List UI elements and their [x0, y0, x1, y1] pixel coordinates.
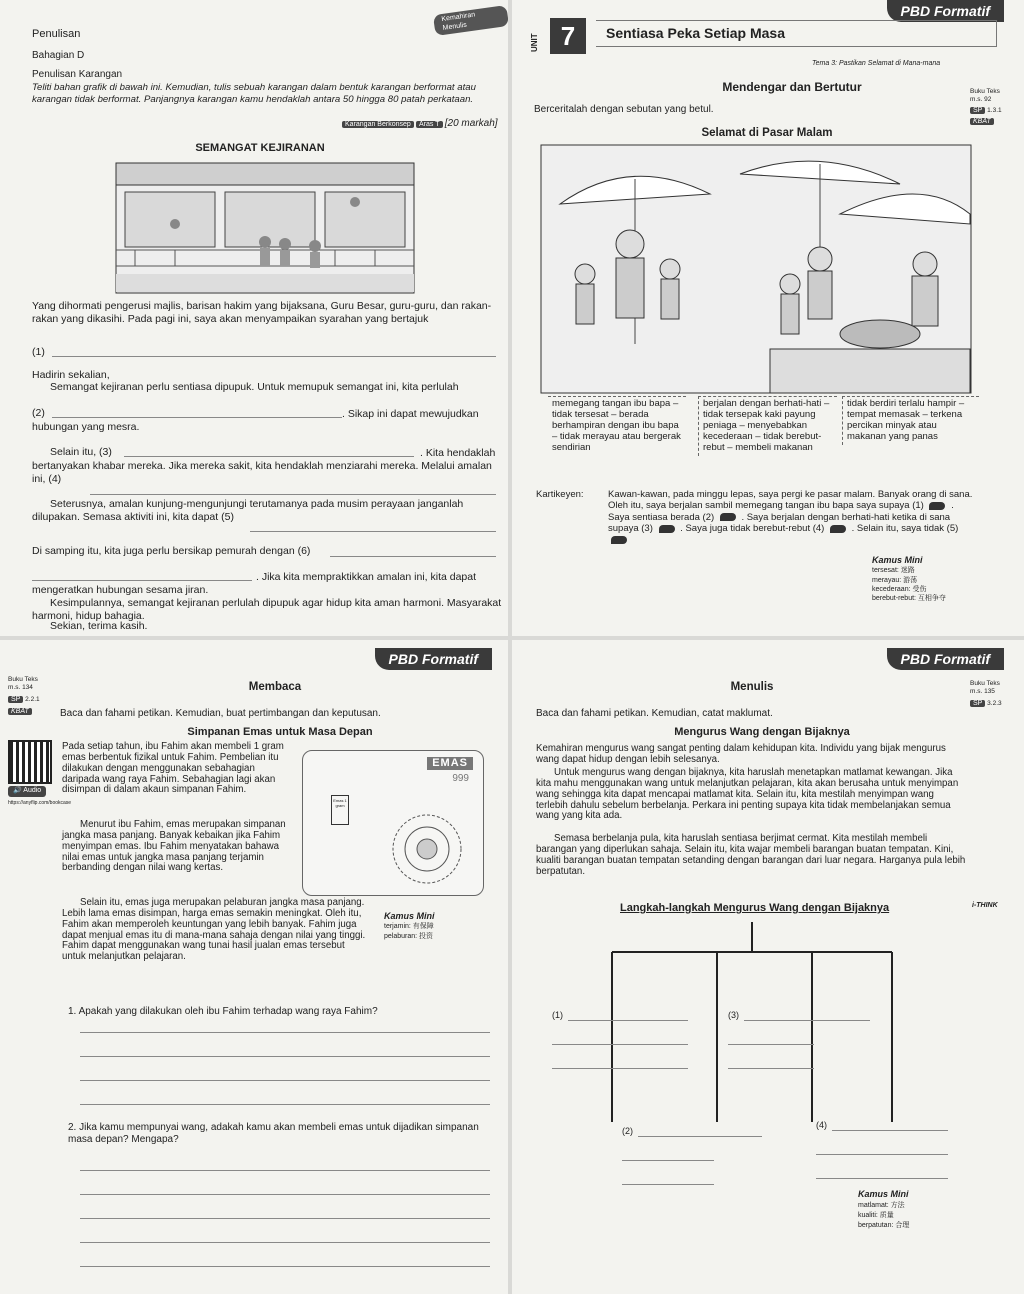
- kamus-mini: [384, 910, 494, 941]
- instruction: Baca dan fahami petikan. Kemudian, catat maklumat.: [536, 708, 773, 719]
- answer-line[interactable]: [638, 1136, 762, 1137]
- answer-line-4[interactable]: [90, 494, 496, 495]
- kamus-entry: terjamin: 有保障: [384, 923, 434, 931]
- side-ref: [970, 680, 1002, 708]
- skill-heading: Membaca: [248, 681, 302, 693]
- answer-line[interactable]: [80, 1104, 490, 1105]
- instruction: Baca dan fahami petikan. Kemudian, buat pertimbangan dan keputusan.: [60, 708, 381, 719]
- gold-card: [302, 750, 484, 896]
- paragraph-5b: . Jika kita mempraktikkan amalan ini, kita dapat mengeratkan hubungan sesama jiran.: [32, 571, 477, 596]
- skill-heading: Menulis: [730, 681, 774, 693]
- answer-line-5[interactable]: [250, 531, 496, 532]
- sp-code: 3.2.3: [987, 699, 1002, 707]
- answer-line[interactable]: [728, 1068, 814, 1069]
- marks: [20 markah]: [444, 118, 498, 129]
- instruction: Teliti bahan grafik di bawah ini. Kemudian, tulis sebuah karangan dalam bentuk karangan berformat atau karangan tidak berformat. Panjangnya karangan kamu hendaklah antara 50 hingga 80 patah perkataan.: [32, 82, 476, 105]
- card-purity: 999: [452, 773, 469, 784]
- page-membaca: [0, 640, 508, 1294]
- answer-line[interactable]: [80, 1218, 490, 1219]
- blank-2-label: (2): [32, 407, 45, 419]
- question-tag: [342, 118, 498, 130]
- branch-label-2: (2): [622, 1126, 633, 1136]
- kamus-entry: pelaburan: 投资: [384, 932, 434, 940]
- card-brand: EMAS: [427, 757, 473, 770]
- kamus-entry: kecederaan: 受伤: [872, 586, 927, 594]
- skill-tab: Kemahiran Menulis: [433, 5, 508, 36]
- paragraph-2a: Semangat kejiranan perlu sentiasa dipupuk. Untuk memupuk semangat ini, kita perlulah: [50, 381, 459, 393]
- neighbourhood-illustration: [115, 162, 415, 294]
- paragraph-1: Pada setiap tahun, ibu Fahim akan membeli 1 gram emas berbentuk fizikal untuk Fahim. Pembelian itu dilakukan dengan menggunakan sebahagian daripada wang raya Fahim. Sebahagian lagi akan disimpan di dalam akaun simpanan Fahim.: [62, 741, 284, 796]
- answer-line[interactable]: [80, 1266, 490, 1267]
- paragraph-1: Kemahiran mengurus wang sangat penting dalam kehidupan kita. Individu yang bijak mengurus wang dapat hidup dengan lebih selesanya.: [536, 743, 946, 765]
- paragraph-3a: Selain itu, (3): [50, 446, 112, 458]
- answer-line[interactable]: [622, 1160, 714, 1161]
- speech-gap-icon[interactable]: [611, 536, 627, 544]
- textbook-label: Buku Teks: [970, 680, 1000, 687]
- answer-line[interactable]: [568, 1020, 688, 1021]
- pbd-band: PBD Formatif: [375, 648, 492, 670]
- paragraph-3b: . Kita hendaklah bertanyakan khabar mereka. Jika mereka sakit, kita hendaklah menziarahi mereka. Melalui amalan ini, (4): [32, 447, 496, 485]
- paragraph-1: Yang dihormati pengerusi majlis, barisan hakim yang bijaksana, Guru Besar, guru-guru, dan rakan-rakan yang dikasihi. Pada pagi ini, saya akan menyampaikan syarahan yang bertajuk: [32, 300, 492, 325]
- audio-label: Audio: [23, 787, 42, 794]
- sp-label: SP: [8, 696, 23, 703]
- answer-line[interactable]: [816, 1154, 948, 1155]
- story-text: [608, 489, 978, 546]
- theme-label: Tema 3: Pastikan Selamat di Mana-mana: [812, 60, 941, 67]
- paragraph-5a: Di samping itu, kita juga perlu bersikap pemurah dengan (6): [32, 545, 311, 557]
- kamus-title: Kamus Mini: [384, 911, 435, 921]
- speech-gap-icon[interactable]: [720, 513, 736, 521]
- story-part-2: . Saya sentiasa berada (2): [608, 500, 954, 523]
- tag-level: Aras T: [416, 121, 443, 128]
- kamus-mini: [872, 554, 982, 604]
- clue-box-2: berjalan dengan berhati-hati – tidak tersepak kaki payung peniaga – menyebabkan kecederaan – tidak berebut-rebut – membeli makanan: [698, 396, 837, 456]
- gold-bar-icon: Emas 1 gram: [331, 795, 349, 825]
- answer-line[interactable]: [80, 1194, 490, 1195]
- kamus-entry: tersesat: 迷路: [872, 567, 915, 575]
- story-part-1: Kawan-kawan, pada minggu lepas, saya pergi ke pasar malam. Banyak orang di sana. Oleh itu, saya berjalan sambil memegang tangan ibu bapa saya supaya (1): [608, 489, 973, 512]
- kamus-entry: berebut-rebut: 互相争夺: [872, 595, 946, 603]
- textbook-page: m.s. 134: [8, 683, 33, 691]
- paragraph-3: Selain itu, emas juga merupakan pelaburan jangka masa panjang. Lebih lama emas disimpan, harga emas semakin meningkat. Oleh itu, Fahim akan memperoleh keuntungan yang lebih banyak. Fahim juga dapat menjual emas itu di mana-mana sahaja dengan nilai yang tinggi. Fahim dapat menggunakan wang tunai hasil jualan emas tersebut untuk melanjutkan pelajaran.: [62, 897, 366, 963]
- sp-label: SP: [970, 700, 985, 707]
- kbat-badge: KBAT: [970, 118, 994, 125]
- clue-box-1: memegang tangan ibu bapa – tidak tersesat – berada berhampiran dengan ibu bapa – tidak merayau atau bergerak sendirian: [548, 396, 686, 456]
- speaker-name: Kartikeyen:: [536, 489, 584, 500]
- answer-line[interactable]: [80, 1056, 490, 1057]
- story-part-4: . Saya juga tidak berebut-rebut (4): [680, 523, 825, 535]
- tree-map-diagram: [602, 922, 902, 1122]
- question-1: 1. Apakah yang dilakukan oleh ibu Fahim terhadap wang raya Fahim?: [68, 1006, 378, 1017]
- page-title: Penulisan: [32, 28, 81, 40]
- picture-title: Selamat di Pasar Malam: [701, 127, 833, 139]
- branch-label-3: (3): [728, 1010, 739, 1020]
- speech-gap-icon[interactable]: [830, 525, 846, 533]
- answer-line[interactable]: [728, 1044, 814, 1045]
- answer-line-1[interactable]: [52, 356, 496, 357]
- side-ref: [970, 88, 1002, 127]
- textbook-label: Buku Teks: [8, 676, 38, 683]
- sp-code: 1.3.1: [987, 106, 1002, 114]
- paragraph-3: Semasa berbelanja pula, kita haruslah sentiasa berjimat cermat. Kita mestilah membeli barangan yang diperlukan sahaja. Selain itu, kita wajar membeli barangan buatan tempatan. Kini, kualiti barangan buatan tempatan setanding dengan barangan dari luar negara. Harganya pula lebih berpatutan.: [536, 833, 966, 877]
- audio-button[interactable]: 🔊 Audio: [8, 786, 46, 797]
- paragraph-2: Untuk mengurus wang dengan bijaknya, kita haruslah menetapkan matlamat kewangan. Jika kita mahu menggunakan wang untuk melanjutkan pelajaran, kita akan berusaha untuk menyimpan wang sehingga kita dapat mencapai matlamat kita. Selain itu, kita mestilah menyimpan wang terlebih dahulu sebelum berbelanja. Perkara ini penting supaya kita tidak membelanjakan semua wang yang kita ada.: [536, 767, 959, 822]
- clue-box-3: tidak berdiri terlalu hampir – tempat memasak – terkena percikan minyak atau makanan yang panas: [842, 396, 979, 445]
- tag-label: Karangan Berkonsep: [342, 121, 414, 128]
- passage-title: Simpanan Emas untuk Masa Depan: [187, 726, 373, 738]
- answer-line[interactable]: [80, 1032, 490, 1033]
- kbat-badge: KBAT: [8, 708, 32, 715]
- passage-title: Mengurus Wang dengan Bijaknya: [674, 726, 850, 738]
- diagram-title: Langkah-langkah Mengurus Wang dengan Bijaknya: [620, 902, 890, 914]
- kamus-entry: merayau: 游荡: [872, 576, 918, 584]
- paragraph-2: Menurut ibu Fahim, emas merupakan simpanan jangka masa panjang. Banyak kebaikan jika Fahim menyimpan emas. Ibu Fahim menyatakan bahawa nilai emas untuk jangka masa panjang terjamin berbanding dengan nilai wang kertas.: [62, 819, 286, 874]
- qr-code-icon[interactable]: [8, 740, 52, 784]
- blank-1-label: (1): [32, 346, 45, 358]
- kamus-title: Kamus Mini: [872, 555, 923, 565]
- graphic-title: SEMANGAT KEJIRANAN: [195, 142, 325, 154]
- page-menulis: [512, 640, 1024, 1294]
- paragraph-2b: . Sikap ini dapat mewujudkan hubungan yang mesra.: [32, 408, 479, 433]
- answer-line[interactable]: [80, 1170, 490, 1171]
- side-ref: [8, 676, 40, 717]
- sp-label: SP: [970, 107, 985, 114]
- pbd-band: PBD Formatif: [887, 648, 1004, 670]
- answer-line[interactable]: [622, 1184, 714, 1185]
- subsection-label: Penulisan Karangan: [32, 69, 123, 80]
- page-mendengar-bertutur: [512, 0, 1024, 636]
- pbd-band: PBD Formatif: [887, 0, 1004, 22]
- answer-line[interactable]: [744, 1020, 870, 1021]
- answer-line[interactable]: [552, 1044, 688, 1045]
- page-penulisan: [0, 0, 508, 636]
- paragraph-4: Seterusnya, amalan kunjung-mengunjungi terutamanya pada musim perayaan janganlah dilupakan. Semasa aktiviti ini, kita dapat (5): [32, 498, 464, 523]
- kamus-mini: [858, 1188, 968, 1231]
- speech-gap-icon[interactable]: [659, 525, 675, 533]
- answer-line[interactable]: [80, 1080, 490, 1081]
- kamus-title: Kamus Mini: [858, 1189, 909, 1199]
- story-part-5: . Selain itu, saya tidak (5): [851, 523, 959, 535]
- section-label: Bahagian D: [32, 50, 85, 61]
- story-part-3: . Saya berjalan dengan berhati-hati ketika di sana supaya (3): [608, 511, 951, 535]
- branch-label-1: (1): [552, 1010, 563, 1020]
- answer-line-6[interactable]: [330, 556, 496, 557]
- unit-number: 7: [550, 18, 586, 54]
- answer-line[interactable]: [816, 1178, 948, 1179]
- speech-gap-icon[interactable]: [929, 502, 945, 510]
- greeting: Hadirin sekalian,: [32, 369, 110, 381]
- answer-line[interactable]: [552, 1068, 688, 1069]
- unit-label: UNIT: [530, 33, 539, 52]
- sp-code: 2.2.1: [25, 695, 40, 703]
- kamus-entry: kualiti: 质量: [858, 1212, 894, 1220]
- unit-title: Sentiasa Peka Setiap Masa: [596, 20, 997, 47]
- instruction: Berceritalah dengan sebutan yang betul.: [534, 104, 714, 115]
- question-2: 2. Jika kamu mempunyai wang, adakah kamu akan membeli emas untuk dijadikan simpanan masa depan? Mengapa?: [68, 1122, 479, 1146]
- kamus-entry: berpatutan: 合理: [858, 1222, 910, 1230]
- answer-line[interactable]: [80, 1242, 490, 1243]
- night-market-illustration: [540, 144, 972, 394]
- textbook-page: m.s. 92: [970, 95, 992, 103]
- textbook-page: m.s. 135: [970, 687, 995, 695]
- branch-label-4: (4): [816, 1120, 827, 1130]
- skill-heading: Mendengar dan Bertutur: [722, 80, 862, 94]
- paragraph-6: Kesimpulannya, semangat kejiranan perlulah dipupuk agar hidup kita aman harmoni. Masyarakat harmoni, hidup bahagia.: [32, 597, 502, 622]
- textbook-label: Buku Teks: [970, 88, 1000, 95]
- answer-line[interactable]: [832, 1130, 948, 1131]
- ithink-logo: i-THINK: [972, 902, 998, 909]
- audio-url[interactable]: https://anyflip.com/bookcase: [8, 800, 72, 806]
- kamus-entry: matlamat: 方法: [858, 1202, 905, 1210]
- closing: Sekian, terima kasih.: [50, 620, 148, 632]
- ornament-icon: [377, 809, 477, 887]
